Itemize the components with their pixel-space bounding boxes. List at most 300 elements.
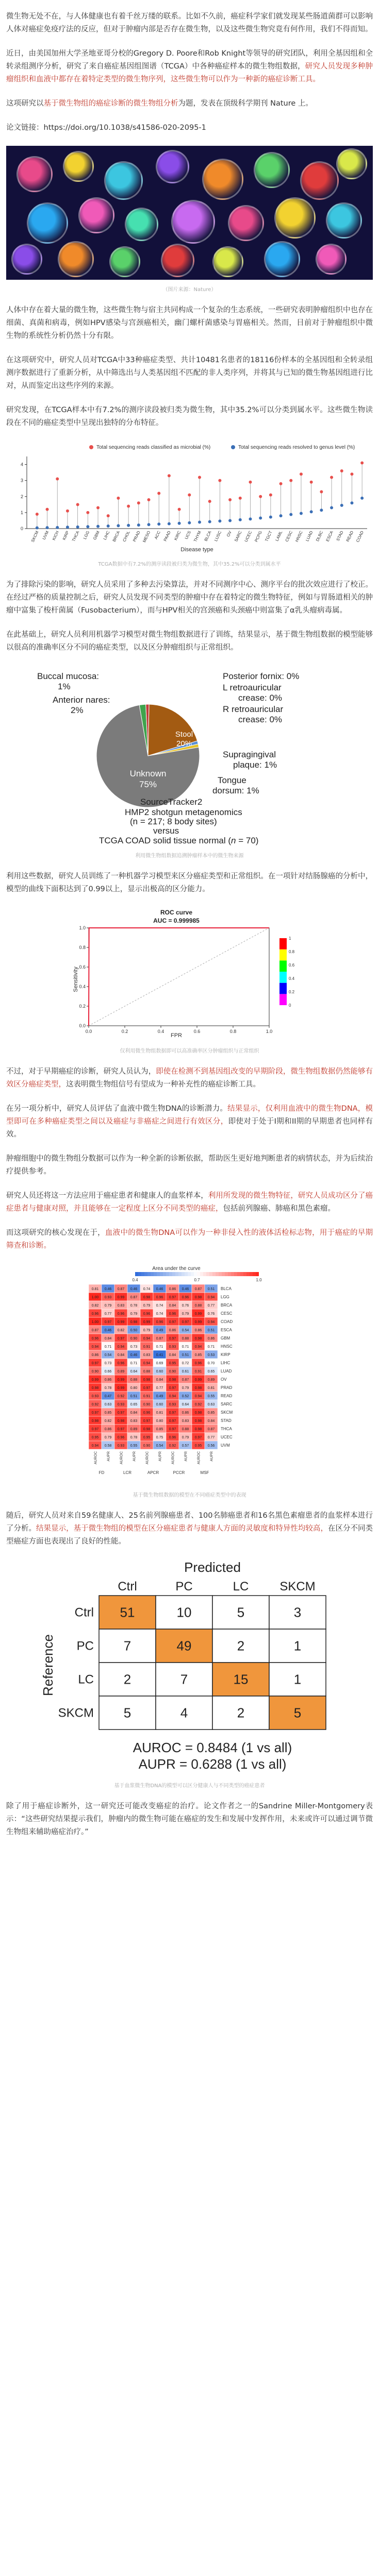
heatmap-value-ESCA-4: 0.79: [143, 1329, 151, 1332]
heatmap-value-THCA-4: 0.98: [143, 1428, 151, 1431]
scale-swatch-21: [200, 1272, 203, 1276]
point-microbial-LGG: [86, 511, 89, 514]
heatmap-value-CESC-2: 0.96: [117, 1312, 125, 1316]
heatmap-row-label-CESC: CESC: [221, 1311, 233, 1316]
heatmap-value-LIHC-5: 0.69: [156, 1362, 163, 1365]
heatmap-value-COAD-3: 0.98: [130, 1320, 138, 1324]
paragraph-15: [6, 1227, 373, 1252]
y-tick-label-1: 1: [20, 510, 23, 515]
roc-x-tick-label-0: 0.0: [85, 1029, 92, 1034]
heatmap-value-OV-5: 0.84: [156, 1378, 163, 1382]
heatmap-value-THCA-6: 0.97: [169, 1428, 176, 1431]
heatmap-value-CESC-8: 0.99: [194, 1312, 202, 1316]
legend-label-genus: Total sequencing reads resolved to genus level (%): [238, 445, 355, 450]
scale-swatch-34: [240, 1272, 243, 1276]
x-tick-label-DLBC: DLBC: [315, 530, 324, 543]
label-nares-2: 2%: [71, 705, 84, 715]
heatmap-value-UCEC-1: 0.79: [104, 1436, 112, 1439]
point-genus-SARC: [239, 518, 242, 521]
matrix-row-label-Ctrl: Ctrl: [74, 1605, 94, 1620]
matrix-value-LC-Ctrl: 2: [123, 1671, 131, 1687]
caption-fig3: 利用微生物组数据追溯肿瘤样本中的微生物来源: [135, 853, 244, 859]
point-genus-LUSC: [218, 519, 221, 522]
heatmap-value-KIRP-8: 0.85: [194, 1353, 202, 1357]
heatmap-value-CESC-6: 0.96: [169, 1312, 176, 1316]
heatmap-value-LIHC-1: 0.73: [104, 1362, 112, 1365]
colorbar-segment-4: [279, 950, 287, 961]
heatmap-value-SKCM-5: 0.81: [156, 1411, 163, 1415]
heatmap-value-UVM-5: 0.54: [156, 1444, 163, 1448]
point-genus-LUAD: [310, 510, 313, 513]
heatmap-col-label-8: AUROC: [197, 1451, 201, 1465]
point-genus-CHOL: [127, 524, 130, 527]
heatmap-value-UVM-0: 0.94: [91, 1444, 99, 1448]
heatmap-value-OV-1: 0.86: [104, 1378, 112, 1382]
matrix-footer-auroc: AUROC = 0.8484 (1 vs all): [133, 1740, 292, 1755]
heatmap-value-GBM-4: 0.94: [143, 1337, 151, 1341]
matrix-value-SKCM-Ctrl: 5: [123, 1705, 131, 1721]
heatmap-value-PRAD-1: 0.78: [104, 1386, 112, 1390]
point-genus-UCS: [188, 521, 191, 524]
point-microbial-LIHC: [107, 514, 110, 517]
caption-fig1: （图片来源：Nature）: [162, 287, 217, 293]
scale-swatch-23: [206, 1272, 209, 1276]
heatmap-row-label-PRAD: PRAD: [221, 1385, 233, 1390]
heatmap-value-UCEC-4: 0.95: [143, 1436, 151, 1439]
scale-swatch-31: [231, 1272, 234, 1276]
heatmap-value-STAD-7: 0.83: [182, 1419, 189, 1423]
heatmap-value-BLCA-6: 0.86: [169, 1287, 176, 1291]
roc-diagonal: [89, 928, 269, 1026]
heatmap-value-SARC-3: 0.65: [130, 1403, 138, 1406]
x-tick-label-KIRC: KIRC: [173, 530, 182, 541]
heatmap-value-COAD-8: 0.99: [194, 1320, 202, 1324]
scale-tick-2: 1.0: [256, 1278, 262, 1282]
point-microbial-COAD: [360, 461, 364, 464]
heatmap-row-label-OV: OV: [221, 1377, 227, 1382]
heatmap-value-LGG-1: 0.93: [104, 1296, 112, 1299]
petri-dish-1: [63, 151, 94, 182]
heatmap-value-READ-0: 0.93: [91, 1395, 99, 1398]
heatmap-value-BLCA-7: 0.46: [182, 1287, 189, 1291]
point-microbial-KICH: [56, 478, 59, 481]
heatmap-value-SKCM-8: 0.98: [194, 1411, 202, 1415]
heatmap-value-SARC-6: 0.93: [169, 1403, 176, 1406]
petri-dish-20: [264, 241, 300, 277]
heatmap-value-HNSC-1: 0.71: [104, 1345, 112, 1349]
heatmap-value-UCEC-5: 0.75: [156, 1436, 163, 1439]
heatmap-value-UVM-8: 0.95: [194, 1444, 202, 1448]
heatmap-value-OV-4: 0.98: [143, 1378, 151, 1382]
p14-text-post: 包括前列腺癌、肺癌和黑色素瘤。: [223, 1205, 335, 1213]
heatmap-value-COAD-9: 0.94: [207, 1320, 215, 1324]
heatmap-row-label-SARC: SARC: [221, 1402, 233, 1406]
heatmap-value-LGG-3: 0.87: [130, 1296, 138, 1299]
heatmap-value-BRCA-7: 0.76: [182, 1304, 189, 1308]
heatmap-value-BRCA-0: 0.82: [91, 1304, 99, 1308]
scale-swatch-13: [175, 1272, 178, 1276]
heatmap-value-READ-4: 0.91: [143, 1395, 151, 1398]
heatmap-row-label-UVM: UVM: [221, 1443, 230, 1448]
roc-x-label: FPR: [171, 1032, 182, 1039]
heatmap-value-SARC-8: 0.92: [194, 1403, 202, 1406]
heatmap-col-label-3: AUPR: [133, 1451, 137, 1462]
x-tick-label-READ: READ: [345, 530, 355, 543]
heatmap-value-ESCA-9: 0.51: [207, 1329, 215, 1332]
paragraph-8: 为了排除污染的影响，研究人员采用了多种去污染算法，并对不同测序中心、测序平台的批次效应进行了校正。在经过严格的质量控制之后，研究人员发现不同类型的肿瘤中存在着特定的微生物特征，例如与胃肠道相关的肿瘤中富集了梭杆菌属（Fusobacterium），而与HPV相关的宫颈癌和头颈癌中则富集了α乳头瘤病毒属。: [6, 581, 373, 615]
roc-y-tick-label-5: 1.0: [79, 925, 86, 930]
heatmap-value-KIRP-5: 0.41: [156, 1353, 163, 1357]
matrix-row-label-SKCM: SKCM: [58, 1706, 94, 1720]
heatmap-value-READ-2: 0.92: [117, 1395, 125, 1398]
p11-text: 不过，对于早期癌症的诊断，研究人员认为，: [6, 1067, 156, 1076]
heatmap-value-CESC-3: 0.79: [130, 1312, 138, 1316]
heatmap-value-THCA-2: 0.97: [117, 1428, 125, 1431]
heatmap-value-LUAD-0: 0.90: [91, 1370, 99, 1374]
scale-swatch-20: [197, 1272, 200, 1276]
x-tick-label-GBM: GBM: [92, 530, 101, 541]
heatmap-value-KIRP-2: 0.84: [117, 1353, 125, 1357]
heatmap-value-STAD-3: 0.83: [130, 1419, 138, 1423]
point-microbial-READ: [350, 472, 353, 476]
scale-swatch-26: [216, 1272, 219, 1276]
heatmap-value-HNSC-2: 0.94: [117, 1345, 125, 1349]
matrix-value-PC-LC: 2: [237, 1638, 245, 1654]
scale-swatch-22: [203, 1272, 206, 1276]
heatmap-value-BLCA-5: 0.46: [156, 1287, 163, 1291]
x-tick-label-UCEC: UCEC: [243, 530, 253, 543]
heatmap-value-READ-5: 0.49: [156, 1395, 163, 1398]
heatmap-value-COAD-0: 1.00: [91, 1320, 99, 1324]
petri-dish-11: [171, 200, 215, 244]
heatmap-value-THCA-9: 0.87: [207, 1428, 215, 1431]
pie-subtitle-1: HMP2 shotgun metagenomics: [125, 807, 242, 817]
heatmap-value-GBM-0: 0.96: [91, 1337, 99, 1341]
point-genus-ESCA: [330, 506, 333, 510]
paragraph-10: 利用这些数据，研究人员训练了一种机器学习模型来区分癌症类型和正常组织。在一项针对结肠腺癌的分析中，模型的曲线下面积达到了0.99以上，显示出极高的区分能力。: [6, 872, 373, 893]
heatmap-value-READ-8: 0.94: [194, 1395, 202, 1398]
roc-y-tick-label-4: 0.8: [79, 945, 86, 950]
heatmap-value-ESCA-3: 0.50: [130, 1329, 138, 1332]
heatmap-value-UCEC-9: 0.77: [207, 1436, 215, 1439]
paragraph-13: 肿瘤细胞中的微生物组分数据可以作为一种全新的诊断依据，帮助医生更好地判断患者的病情状态，并为后续治疗提供参考。: [6, 1155, 373, 1176]
heatmap-row-label-STAD: STAD: [221, 1418, 232, 1423]
point-genus-LAML: [279, 514, 283, 517]
y-tick-label-3: 3: [20, 478, 23, 483]
scale-swatch-7: [157, 1272, 160, 1276]
p15-highlight: 血液中的微生物DNA可以作为一种非侵入性的液体活检标志物，用于癌症的早期筛查和诊断。: [6, 1229, 373, 1250]
scale-swatch-37: [250, 1272, 253, 1276]
paragraph-intro: 微生物无处不在，与人体健康也有着千丝万缕的联系。比如不久前，癌症科学家们就发现某些肠道菌群可以影响人体对癌症免疫疗法的反应，但对于肿瘤内部是否存在微生物，以及这些微生物究竟有何作用，我们不得而知。: [6, 12, 373, 33]
scale-swatch-12: [172, 1272, 175, 1276]
scale-swatch-0: [135, 1272, 138, 1276]
paragraph-3: [6, 97, 373, 110]
roc-x-tick-label-4: 0.8: [229, 1029, 237, 1034]
point-microbial-PAAD: [168, 474, 171, 477]
petri-dish-image: [6, 146, 373, 280]
x-tick-label-UVM: UVM: [41, 530, 50, 540]
scale-swatch-10: [166, 1272, 169, 1276]
heatmap-value-LUAD-6: 0.90: [169, 1370, 176, 1374]
point-microbial-PRAD: [137, 501, 140, 504]
heatmap-value-CESC-9: 0.76: [207, 1312, 215, 1316]
point-genus-HNSC: [300, 512, 303, 515]
heatmap-value-PRAD-0: 0.98: [91, 1386, 99, 1390]
matrix-value-LC-PC: 7: [180, 1671, 188, 1687]
label-nares-1: Anterior nares:: [53, 695, 110, 705]
heatmap-value-SKCM-2: 0.97: [117, 1411, 125, 1415]
heatmap-value-STAD-6: 0.97: [169, 1419, 176, 1423]
caption-fig5: 基于微生物组数据的模型在不同癌症类型中的表现: [133, 1493, 246, 1498]
point-genus-KIRC: [178, 522, 181, 525]
colorbar-tick-1: 0.2: [289, 990, 295, 994]
scale-swatch-18: [191, 1272, 194, 1276]
matrix-ylabel: Reference: [40, 1634, 56, 1696]
colorbar-tick-2: 0.4: [289, 976, 295, 981]
heatmap-value-LIHC-2: 0.96: [117, 1362, 125, 1365]
heatmap-value-THCA-3: 0.89: [130, 1428, 138, 1431]
scale-swatch-2: [141, 1272, 144, 1276]
heatmap-value-LUAD-7: 0.61: [182, 1370, 189, 1374]
heatmap-value-OV-0: 0.99: [91, 1378, 99, 1382]
legend-marker-genus: [231, 445, 235, 449]
heatmap-value-STAD-4: 0.97: [143, 1419, 151, 1423]
heatmap-value-UVM-2: 0.93: [117, 1444, 125, 1448]
heatmap-value-LGG-7: 0.96: [182, 1296, 189, 1299]
petri-dish-3: [156, 150, 189, 183]
matrix-row-label-LC: LC: [78, 1672, 94, 1687]
heatmap-value-READ-7: 0.52: [182, 1395, 189, 1398]
scale-swatch-27: [219, 1272, 222, 1276]
colorbar-segment-3: [279, 960, 287, 972]
caption-fig4: 仅利用微生物组数据即可以高准确率区分肿瘤组织与正常组织: [120, 1048, 259, 1054]
roc-subtitle: AUC = 0.999985: [153, 917, 200, 924]
x-tick-label-LUAD: LUAD: [305, 530, 314, 543]
heatmap-value-SARC-5: 0.60: [156, 1403, 163, 1406]
paragraph-7: 研究发现，在TCGA样本中有7.2%的测序读段被归类为微生物，其中35.2%可以分类到属水平。这些微生物读段在不同的癌症类型中呈现出独特的分布特征。: [6, 406, 373, 427]
heatmap-value-SARC-4: 0.90: [143, 1403, 151, 1406]
point-genus-PCPG: [259, 516, 262, 519]
heatmap-value-LUAD-1: 0.66: [104, 1370, 112, 1374]
scale-tick-0: 0.4: [132, 1278, 138, 1282]
x-tick-label-THCA: THCA: [71, 530, 80, 543]
x-tick-label-BLCA: BLCA: [203, 530, 212, 542]
heatmap-value-BRCA-8: 0.88: [194, 1304, 202, 1308]
matrix-value-SKCM-LC: 2: [237, 1705, 245, 1721]
heatmap-value-GBM-3: 0.90: [130, 1337, 138, 1341]
p11-highlight: 即使在检测不到基因组改变的早期阶段，微生物组数据仍然能够有效区分癌症类型，: [6, 1067, 373, 1089]
annotation-fornix: Posterior fornix: 0%: [223, 671, 300, 681]
p12-text: 在另一项分析中，研究人员评估了血液中微生物DNA的诊断潜力。: [6, 1105, 228, 1113]
point-microbial-ACC: [157, 492, 160, 495]
heatmap-value-PRAD-7: 0.79: [182, 1386, 189, 1390]
matrix-col-label-PC: PC: [175, 1580, 193, 1594]
heatmap-value-ESCA-5: 0.49: [156, 1329, 163, 1332]
heatmap-value-SARC-9: 0.63: [207, 1403, 215, 1406]
heatmap-value-LGG-8: 0.98: [194, 1296, 202, 1299]
point-genus-PRAD: [137, 523, 140, 527]
y-tick-label-0: 0: [20, 526, 23, 531]
heatmap-value-SKCM-9: 0.85: [207, 1411, 215, 1415]
heatmap-row-label-SKCM: SKCM: [221, 1410, 233, 1415]
x-tick-label-KIRP: KIRP: [61, 530, 70, 541]
point-microbial-THCA: [76, 503, 79, 506]
heatmap-col-label-7: AUPR: [184, 1451, 188, 1462]
matrix-col-label-SKCM: SKCM: [279, 1580, 316, 1594]
scale-swatch-14: [178, 1272, 182, 1276]
heatmap-value-STAD-5: 0.80: [156, 1419, 163, 1423]
heatmap-value-CESC-1: 0.77: [104, 1312, 112, 1316]
figure-petri-dishes: [6, 146, 373, 280]
heatmap-value-STAD-9: 0.84: [207, 1419, 215, 1423]
heatmap-value-LGG-9: 0.94: [207, 1296, 215, 1299]
point-genus-LIHC: [107, 524, 110, 528]
annotation-r-retro-2: crease: 0%: [238, 715, 283, 724]
heatmap-value-OV-8: 0.99: [194, 1378, 202, 1382]
scale-swatch-4: [147, 1272, 151, 1276]
heatmap-col-label-5: AUPR: [158, 1451, 162, 1462]
heatmap-value-ESCA-1: 0.46: [104, 1329, 112, 1332]
heatmap-value-LGG-6: 0.97: [169, 1296, 176, 1299]
scale-swatch-25: [212, 1272, 216, 1276]
heatmap-value-UCEC-6: 0.96: [169, 1436, 176, 1439]
scale-swatch-39: [256, 1272, 259, 1276]
heatmap-value-LGG-4: 0.98: [143, 1296, 151, 1299]
heatmap-title: Area under the curve: [152, 1266, 201, 1272]
heatmap-value-COAD-6: 0.97: [169, 1320, 176, 1324]
matrix-value-Ctrl-PC: 10: [176, 1604, 192, 1620]
heatmap-value-HNSC-9: 0.71: [207, 1345, 215, 1349]
heatmap-value-LIHC-8: 0.96: [194, 1362, 202, 1365]
scale-swatch-17: [188, 1272, 191, 1276]
x-tick-label-PAAD: PAAD: [162, 530, 172, 543]
legend-marker-microbial: [89, 445, 93, 449]
heatmap-value-BLCA-4: 0.74: [143, 1287, 151, 1291]
matrix-value-SKCM-SKCM: 5: [293, 1705, 302, 1721]
matrix-value-Ctrl-SKCM: 3: [293, 1604, 302, 1620]
heatmap-value-BLCA-2: 0.87: [117, 1287, 125, 1291]
paragraph-9: 在此基础上，研究人员利用机器学习模型对微生物组数据进行了训练，结果显示，基于微生物组数据的模型能够以很高的准确率区分不同的癌症类型，以及区分肿瘤组织与正常组织。: [6, 631, 373, 652]
pie-subtitle-4: TCGA COAD solid tissue normal (n = 70): [99, 836, 259, 845]
slice-label-unknown-1: Unknown: [129, 769, 167, 778]
p2-text: 近日，由美国加州大学圣地亚哥分校的Gregory D. Poore和Rob Knight等领导的研究团队，利用全基因组和全转录组测序分析，研究了来自癌症基因组图谱（TCGA）中各种癌症样本的微生物组数据，: [6, 49, 373, 71]
heatmap-value-READ-9: 0.55: [207, 1395, 215, 1398]
heatmap-value-SARC-1: 0.63: [104, 1403, 112, 1406]
x-tick-label-HNSC: HNSC: [294, 530, 304, 543]
annotation-r-retro-1: R retroauricular: [223, 704, 284, 714]
x-tick-label-LUSC: LUSC: [213, 530, 223, 543]
paragraph-link[interactable]: 论文链接：https://doi.org/10.1038/s41586-020-2095-1: [6, 124, 206, 132]
heatmap-value-KIRP-9: 0.53: [207, 1353, 215, 1357]
scale-swatch-15: [182, 1272, 185, 1276]
heatmap-value-UCEC-0: 0.95: [91, 1436, 99, 1439]
p14-text: 研究人员还将这一方法应用于癌症患者和健康人的血浆样本，: [6, 1192, 208, 1200]
heatmap-value-SKCM-7: 0.86: [182, 1411, 189, 1415]
scale-swatch-19: [194, 1272, 197, 1276]
point-genus-SKCM: [36, 526, 39, 529]
slice-label-stool-2: 20%: [176, 739, 192, 748]
figure-roc: [6, 907, 373, 1041]
heatmap-value-UCEC-7: 0.79: [182, 1436, 189, 1439]
heatmap-value-LGG-5: 0.96: [156, 1296, 163, 1299]
heatmap-group-label-APCR: APCR: [147, 1470, 159, 1475]
scale-swatch-6: [154, 1272, 157, 1276]
petri-dish-12: [228, 205, 264, 241]
point-microbial-OV: [228, 498, 232, 501]
roc-y-label: Sensitivity: [73, 967, 79, 992]
heatmap-value-ESCA-6: 0.86: [169, 1329, 176, 1332]
scale-swatch-38: [253, 1272, 256, 1276]
heatmap-value-LUAD-5: 0.60: [156, 1370, 163, 1374]
figure-auc-heatmap: [6, 1264, 373, 1485]
heatmap-group-label-MSF: MSF: [200, 1470, 209, 1475]
point-genus-KICH: [56, 526, 59, 529]
p15-text: 而这项研究的核心发现在于，: [6, 1229, 105, 1237]
heatmap-value-SKCM-1: 0.85: [104, 1411, 112, 1415]
matrix-value-PC-Ctrl: 7: [123, 1638, 131, 1654]
petri-dish-14: [326, 202, 362, 239]
scale-swatch-8: [160, 1272, 163, 1276]
paragraph-6: 在这项研究中，研究人员对TCGA中33种癌症类型、共计10481名患者的18116份样本的全基因组和全转录组测序数据进行了重新分析，从中筛选出与人类基因组不匹配的非人类序列，并将其与已知的微生物基因组进行比对，从而鉴定出这些序列的来源。: [6, 356, 373, 390]
point-microbial-UCEC: [249, 481, 252, 484]
scale-swatch-30: [228, 1272, 231, 1276]
matrix-value-LC-LC: 15: [233, 1671, 249, 1687]
point-genus-TGCT: [269, 516, 272, 519]
point-genus-THYM: [198, 521, 201, 524]
heatmap-value-LIHC-3: 0.71: [130, 1362, 138, 1365]
scale-swatch-32: [234, 1272, 237, 1276]
matrix-value-PC-PC: 49: [176, 1638, 192, 1654]
petri-dish-13: [274, 197, 316, 239]
x-tick-label-CESC: CESC: [284, 530, 294, 543]
heatmap-value-CESC-7: 0.79: [182, 1312, 189, 1316]
paragraph-2: [6, 47, 373, 86]
x-tick-label-LGG: LGG: [82, 530, 91, 540]
point-microbial-UVM: [46, 508, 49, 511]
point-microbial-TGCT: [269, 494, 272, 497]
roc-y-tick-label-1: 0.2: [79, 1004, 86, 1009]
x-tick-label-ACC: ACC: [153, 530, 162, 540]
heatmap-value-THCA-8: 0.98: [194, 1428, 202, 1431]
heatmap-value-STAD-2: 0.98: [117, 1419, 125, 1423]
heatmap-value-OV-9: 0.89: [207, 1378, 215, 1382]
heatmap-value-KIRP-3: 0.46: [130, 1353, 138, 1357]
y-tick-label-2: 2: [20, 494, 23, 499]
point-genus-THCA: [76, 526, 79, 529]
matrix-footer-aupr: AUPR = 0.6288 (1 vs all): [138, 1756, 287, 1772]
paragraph-17: 除了用于癌症诊断外，这一研究还可能改变癌症的治疗。论文作者之一的Sandrine Miller-Montgomery表示：“这些研究结果提示我们，肿瘤内的微生物可能在癌症的发生和发展中发挥作用，未来或许可以通过调节微生物组来辅助癌症治疗。”: [6, 1802, 373, 1836]
roc-x-tick-label-3: 0.6: [193, 1029, 201, 1034]
heatmap-value-HNSC-0: 0.94: [91, 1345, 99, 1349]
petri-dish-0: [17, 156, 53, 192]
petri-dish-17: [109, 246, 140, 277]
heatmap-value-SKCM-3: 0.84: [130, 1411, 138, 1415]
point-microbial-CESC: [289, 479, 292, 482]
label-buccal-2: 1%: [58, 682, 71, 691]
point-microbial-HNSC: [300, 472, 303, 476]
petri-dish-21: [316, 244, 347, 275]
x-axis-label: Disease type: [180, 547, 213, 553]
heatmap-value-KIRP-4: 0.83: [143, 1353, 151, 1357]
heatmap-value-UVM-6: 0.92: [169, 1444, 176, 1448]
heatmap-value-PRAD-5: 0.77: [156, 1386, 163, 1390]
heatmap-value-GBM-5: 0.87: [156, 1337, 163, 1341]
point-genus-MESO: [147, 523, 151, 526]
auc-heatmap: [6, 1264, 373, 1485]
heatmap-value-BLCA-8: 0.87: [194, 1287, 202, 1291]
colorbar-tick-3: 0.6: [289, 963, 295, 968]
point-genus-STAD: [340, 504, 343, 507]
